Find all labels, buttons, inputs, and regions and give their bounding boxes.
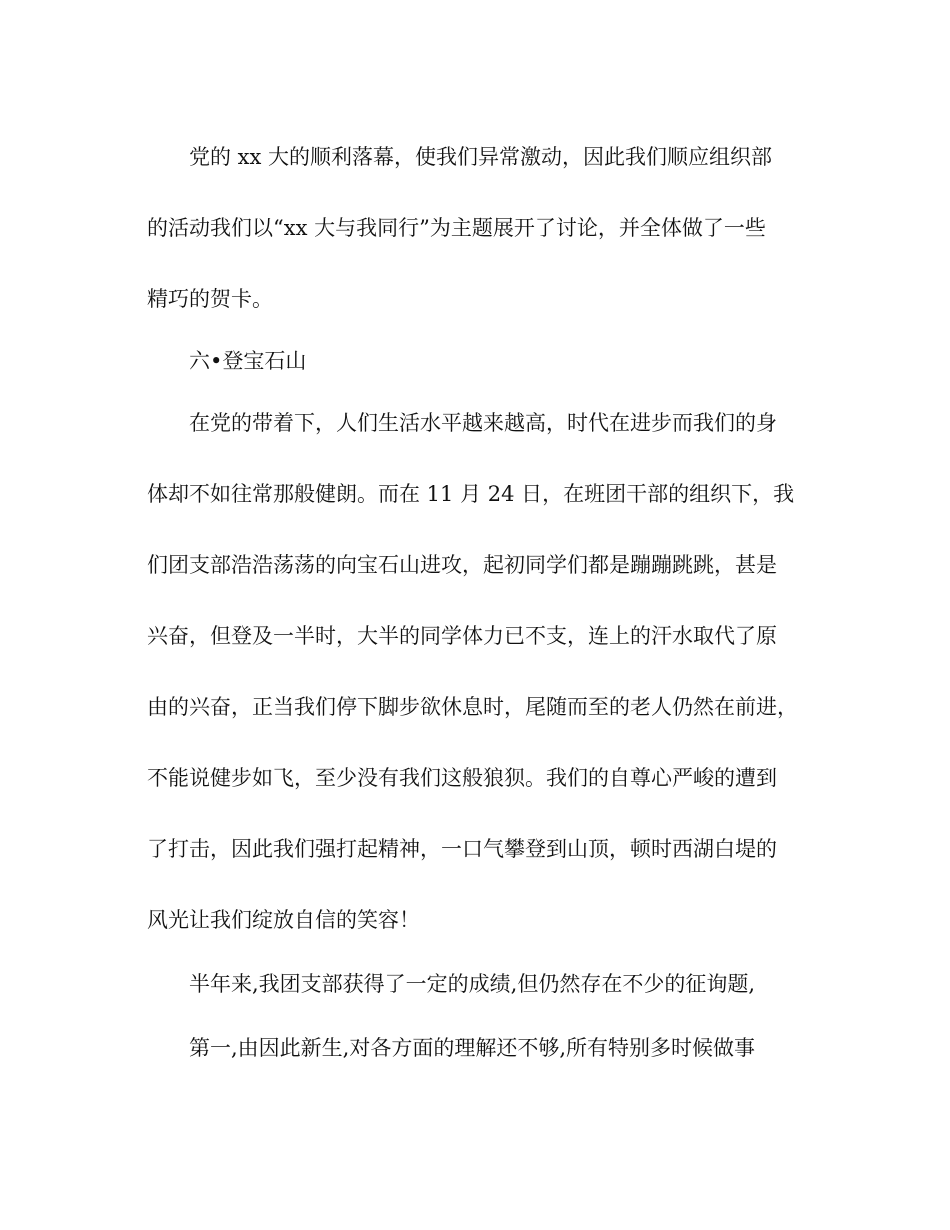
paragraph-line: 风光让我们绽放自信的笑容！: [147, 908, 420, 932]
paragraph-line: 半年来,我团支部获得了一定的成绩,但仍然存在不少的征询题,: [189, 972, 756, 996]
paragraph-line: 由的兴奋，正当我们停下脚步欲休息时，尾随而至的老人仍然在前进，: [147, 695, 798, 719]
section-heading: 六•登宝石山: [189, 349, 307, 373]
paragraph-line: 兴奋，但登及一半时，大半的同学体力已不支，连上的汗水取代了原: [147, 624, 777, 648]
paragraph-line: 体却不如往常那般健朗。而在 11 月 24 日，在班团干部的组织下，我: [147, 482, 795, 506]
paragraph-line: 们团支部浩浩荡荡的向宝石山进攻，起初同学们都是蹦蹦跳跳，甚是: [147, 553, 777, 577]
paragraph-line: 党的 xx 大的顺利落幕，使我们异常激动，因此我们顺应组织部: [189, 145, 773, 169]
paragraph-line: 第一,由因此新生,对各方面的理解还不够,所有特别多时候做事: [189, 1036, 756, 1060]
paragraph-line: 在党的带着下，人们生活水平越来越高，时代在进步而我们的身: [189, 411, 777, 435]
paragraph-line: 的活动我们以“xx 大与我同行”为主题展开了讨论，并全体做了一些: [147, 216, 766, 240]
paragraph-line: 了打击，因此我们强打起精神，一口气攀登到山顶，顿时西湖白堤的: [147, 837, 777, 861]
paragraph-line: 不能说健步如飞，至少没有我们这般狼狈。我们的自尊心严峻的遭到: [147, 766, 777, 790]
paragraph-line: 精巧的贺卡。: [147, 287, 273, 311]
